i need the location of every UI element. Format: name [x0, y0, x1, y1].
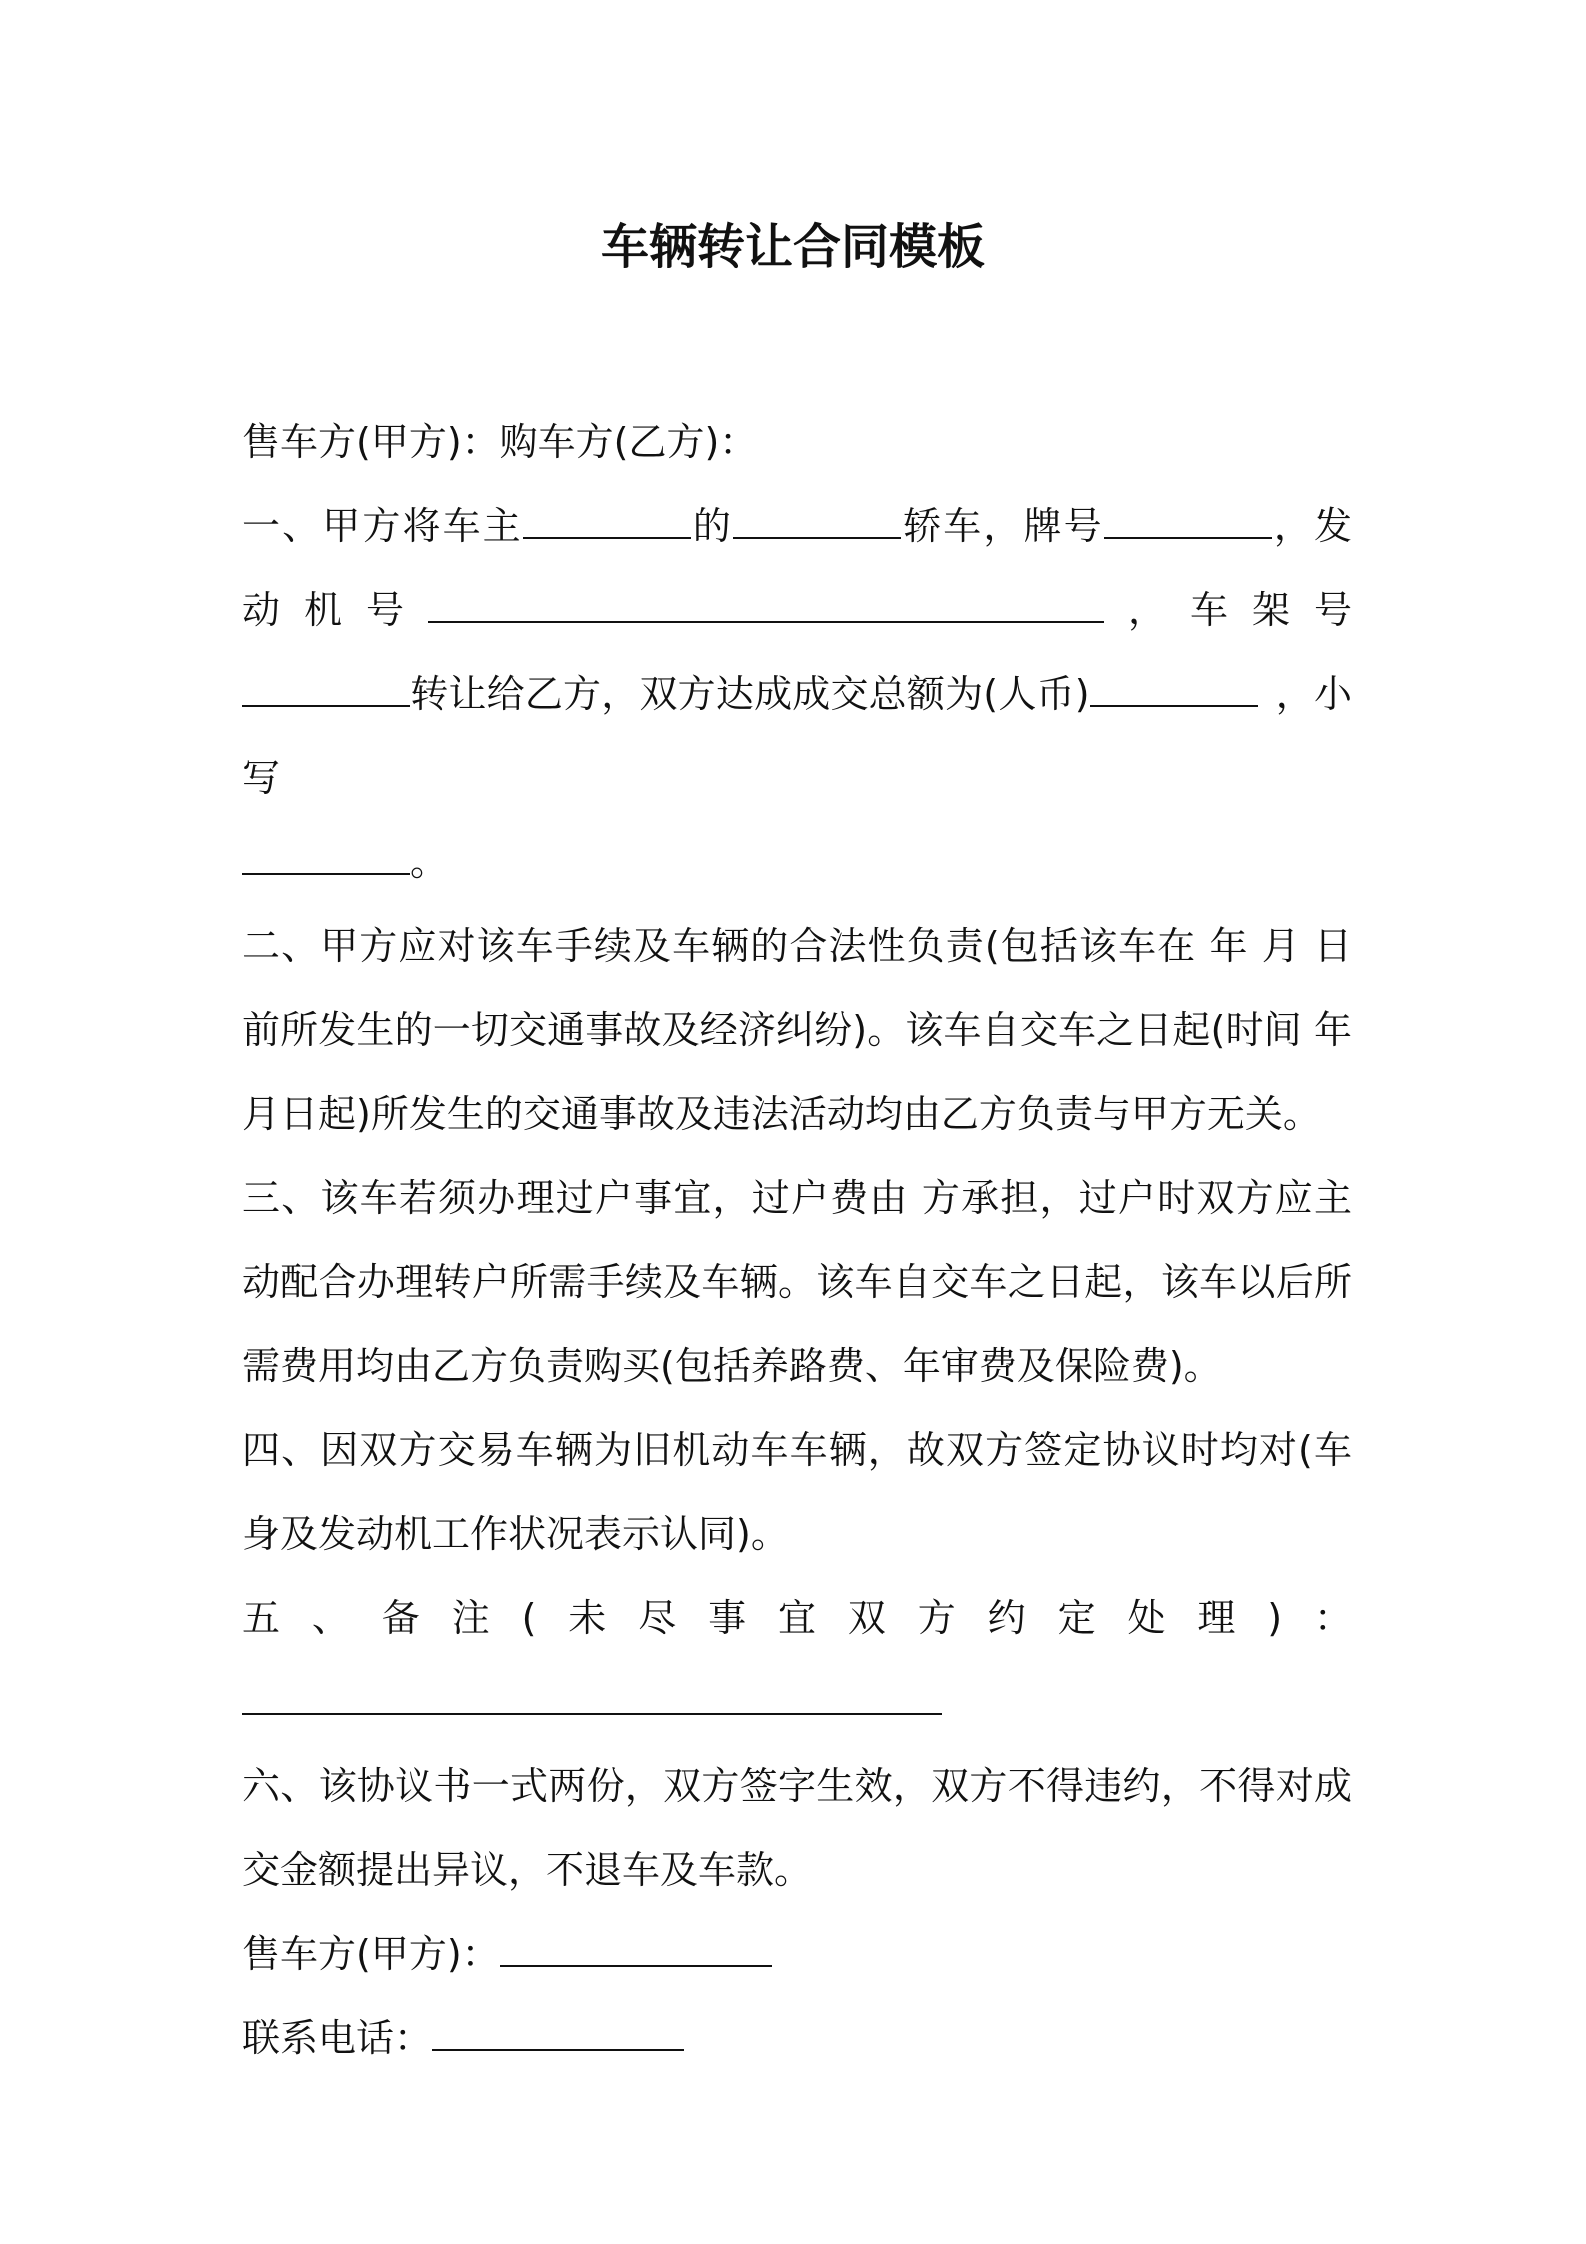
seller-signature-line — [242, 1912, 1352, 1996]
clause-4: 四、因双方交易车辆为旧机动车车辆，故双方签定协议时均对(车身及发动机工作状况表示认同)。 — [242, 1428, 1352, 1556]
clause-1-text-b: 的 — [690, 504, 734, 548]
clause-1-text-f: ，车架号 — [1104, 588, 1352, 632]
clause-6: 六、该协议书一式两份，双方签字生效，双方不得违约，不得对成交金额提出异议，不退车及车款。 — [242, 1764, 1352, 1892]
plate-number-blank — [1104, 507, 1272, 539]
phone-line — [242, 1996, 1352, 2080]
remarks-blank — [242, 1683, 942, 1715]
clause-5: 五、备注(未尽事宜双方约定处理)： — [242, 1596, 1352, 1640]
clause-3: 三、该车若须办理过户事宜，过户费由 方承担，过户时双方应主动配合办理转户所需手续及车辆。该车自交车之日起，该车以后所需费用均由乙方负责购买(包括养路费、年审费及保险费)。 — [242, 1176, 1352, 1388]
owner-blank — [523, 507, 691, 539]
remarks-line — [242, 1660, 1352, 1744]
clause-1-text-g: 转 — [410, 672, 449, 716]
clause-1-text-a: 一、甲方将车主 — [242, 504, 523, 548]
parties-line: 售车方(甲方)：购车方(乙方)： — [242, 420, 758, 464]
engine-number-blank — [428, 591, 1104, 623]
frame-number-blank — [242, 675, 410, 707]
clause-1-text-d: ，发动 — [242, 504, 1352, 632]
clause-1-text-h: 让给乙方，双方达成成交总额为(人币) — [448, 672, 1090, 716]
document-title: 车辆转让合同模板 — [600, 219, 985, 275]
clause-1-text-c: 轿车，牌号 — [901, 504, 1104, 548]
amount-figures-blank — [242, 843, 410, 875]
seller-signature-blank — [500, 1935, 772, 1967]
clause-1 — [242, 484, 1352, 904]
phone-blank — [432, 2019, 684, 2051]
clause-1-text-e: 机号 — [304, 588, 428, 632]
clause-1-text-i: ，小写 — [242, 672, 1352, 800]
clause-1-text-j: 。 — [410, 840, 449, 884]
car-model-blank — [733, 507, 901, 539]
clause-2: 二、甲方应对该车手续及车辆的合法性负责(包括该车在 年 月 日前所发生的一切交通事故及经济纠纷)。该车自交车之日起(时间 年 月日起)所发生的交通事故及违法活动均由乙方负责与甲方无关。 — [242, 924, 1352, 1136]
total-amount-blank — [1090, 675, 1258, 707]
phone-label: 联系电话： — [242, 2016, 433, 2060]
seller-signature-label: 售车方(甲方)： — [242, 1932, 500, 1976]
contract-body — [242, 400, 1352, 2080]
